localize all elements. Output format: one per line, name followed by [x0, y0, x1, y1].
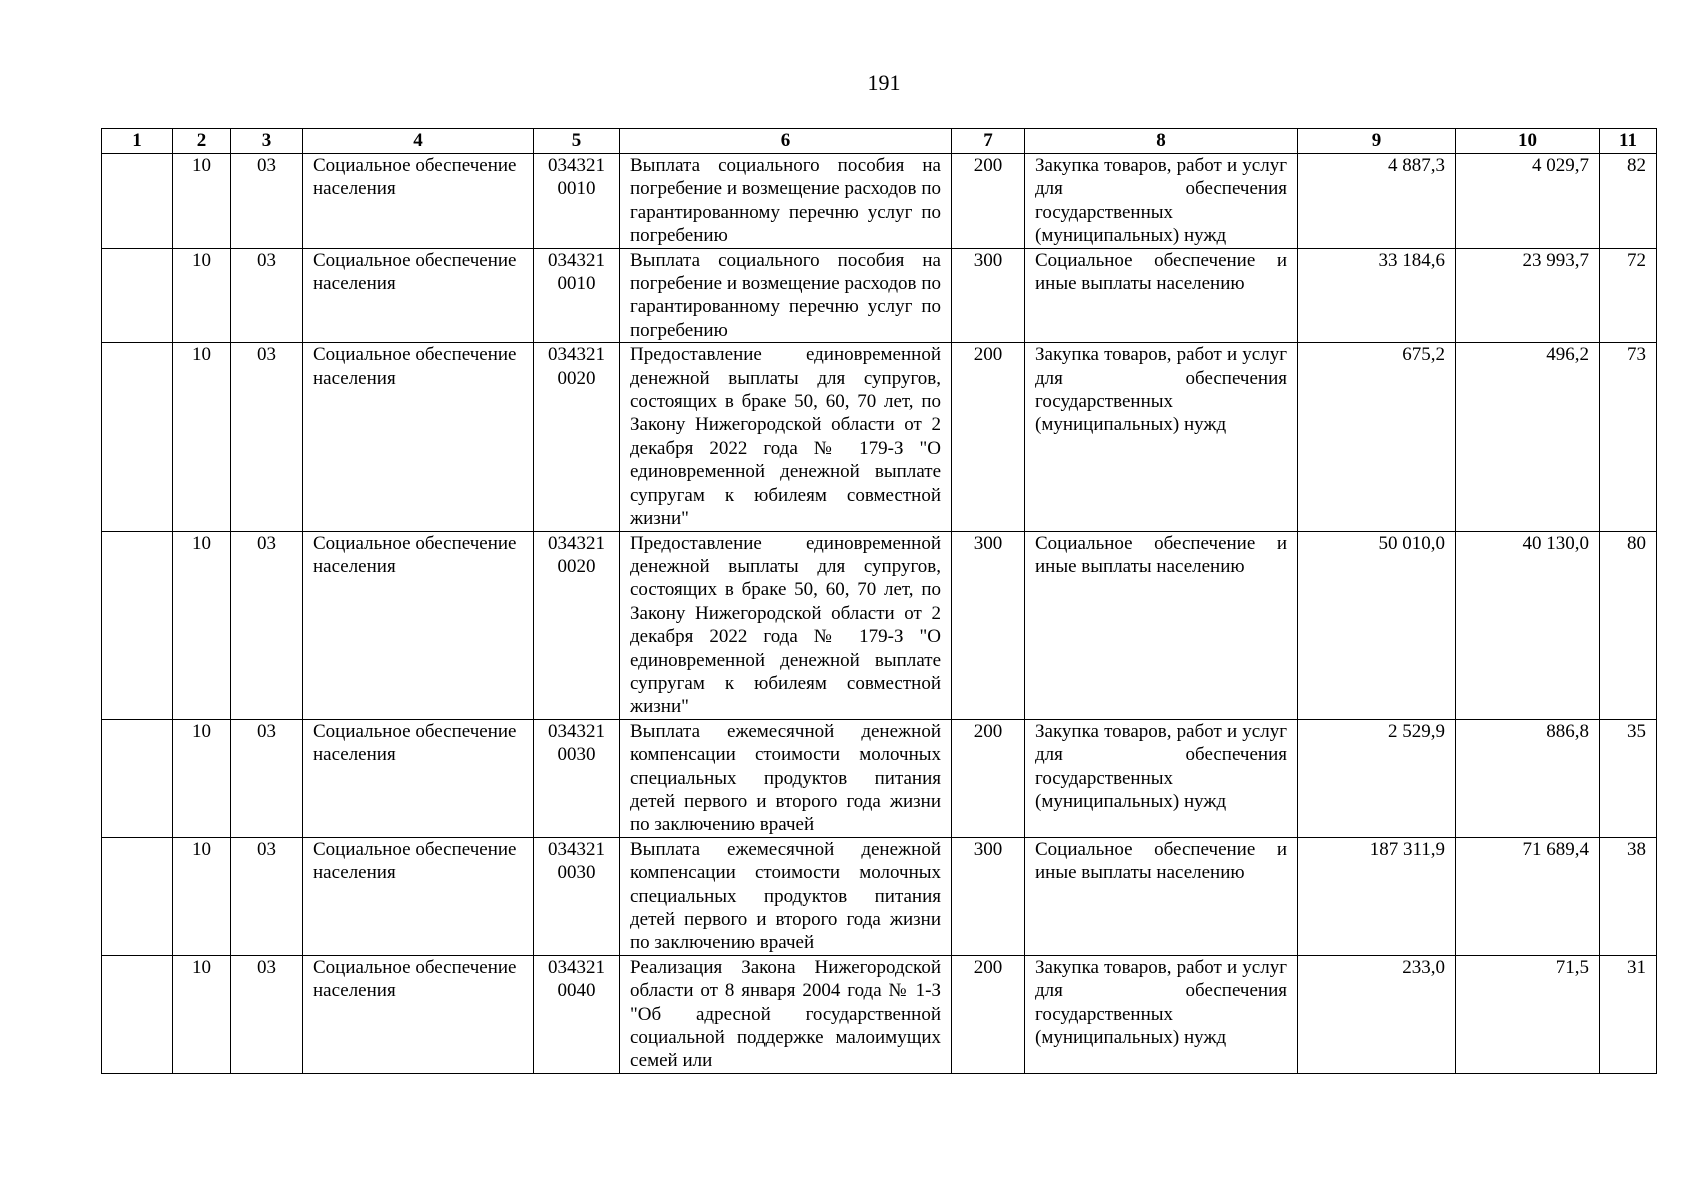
cell-col1: [102, 837, 173, 955]
table-row: [102, 955, 1657, 1073]
cell-target-code: 034321 0010: [534, 248, 620, 343]
cell-subsection: 03: [231, 343, 303, 531]
budget-table: [101, 128, 1657, 1074]
column-header: 5: [534, 129, 620, 154]
cell-percent: 82: [1600, 154, 1657, 249]
cell-expense-name: Социальное обеспечение и иные выплаты населению: [1025, 248, 1298, 343]
column-header: 1: [102, 129, 173, 154]
table-row: [102, 248, 1657, 343]
cell-target-name: Предоставление единовременной денежной выплаты для супругов, состоящих в браке 50, 60, 70 лет, по Закону Нижегородской области от 2 декабря 2022 года № 179-З "О единовременной денежной выплате супругам к юбилеям совместной жизни": [620, 531, 952, 719]
cell-section-name: Социальное обеспечение населения: [303, 248, 534, 343]
cell-target-name: Выплата социального пособия на погребение и возмещение расходов по гарантированному перечню услуг по погребению: [620, 154, 952, 249]
cell-target-code: 034321 0020: [534, 343, 620, 531]
cell-col1: [102, 343, 173, 531]
cell-percent: 80: [1600, 531, 1657, 719]
cell-section-name: Социальное обеспечение населения: [303, 531, 534, 719]
cell-expense-type: 200: [952, 955, 1025, 1073]
table-row: [102, 343, 1657, 531]
cell-col1: [102, 531, 173, 719]
cell-value-9: 187 311,9: [1298, 837, 1456, 955]
cell-target-name: Выплата ежемесячной денежной компенсации стоимости молочных специальных продуктов питания детей первого и второго года жизни по заключению врачей: [620, 837, 952, 955]
cell-expense-name: Социальное обеспечение и иные выплаты населению: [1025, 531, 1298, 719]
cell-value-9: 50 010,0: [1298, 531, 1456, 719]
header-row: [102, 129, 1657, 154]
cell-target-code: 034321 0040: [534, 955, 620, 1073]
cell-value-9: 2 529,9: [1298, 719, 1456, 837]
cell-expense-type: 300: [952, 248, 1025, 343]
table-row: [102, 837, 1657, 955]
cell-expense-type: 200: [952, 719, 1025, 837]
cell-target-code: 034321 0030: [534, 719, 620, 837]
cell-subsection: 03: [231, 154, 303, 249]
cell-target-code: 034321 0010: [534, 154, 620, 249]
column-header: 11: [1600, 129, 1657, 154]
cell-section: 10: [173, 343, 231, 531]
cell-expense-name: Закупка товаров, работ и услуг для обеспечения государственных (муниципальных) нужд: [1025, 719, 1298, 837]
cell-value-10: 71,5: [1456, 955, 1600, 1073]
table-row: [102, 719, 1657, 837]
column-header: 4: [303, 129, 534, 154]
cell-percent: 38: [1600, 837, 1657, 955]
cell-expense-name: Закупка товаров, работ и услуг для обеспечения государственных (муниципальных) нужд: [1025, 343, 1298, 531]
cell-expense-name: Социальное обеспечение и иные выплаты населению: [1025, 837, 1298, 955]
cell-section-name: Социальное обеспечение населения: [303, 343, 534, 531]
cell-subsection: 03: [231, 719, 303, 837]
cell-value-10: 496,2: [1456, 343, 1600, 531]
table-row: [102, 154, 1657, 249]
cell-section: 10: [173, 248, 231, 343]
cell-section: 10: [173, 955, 231, 1073]
cell-col1: [102, 955, 173, 1073]
page-number: 191: [867, 70, 901, 95]
cell-target-code: 034321 0020: [534, 531, 620, 719]
cell-value-9: 675,2: [1298, 343, 1456, 531]
cell-value-9: 33 184,6: [1298, 248, 1456, 343]
cell-col1: [102, 719, 173, 837]
cell-expense-type: 200: [952, 154, 1025, 249]
column-header: 7: [952, 129, 1025, 154]
column-header: 2: [173, 129, 231, 154]
cell-col1: [102, 248, 173, 343]
cell-section-name: Социальное обеспечение населения: [303, 955, 534, 1073]
cell-value-10: 23 993,7: [1456, 248, 1600, 343]
cell-percent: 31: [1600, 955, 1657, 1073]
column-header: 10: [1456, 129, 1600, 154]
column-header: 3: [231, 129, 303, 154]
cell-value-10: 4 029,7: [1456, 154, 1600, 249]
cell-value-10: 40 130,0: [1456, 531, 1600, 719]
cell-col1: [102, 154, 173, 249]
cell-target-name: Выплата социального пособия на погребение и возмещение расходов по гарантированному перечню услуг по погребению: [620, 248, 952, 343]
cell-value-10: 71 689,4: [1456, 837, 1600, 955]
cell-expense-name: Закупка товаров, работ и услуг для обеспечения государственных (муниципальных) нужд: [1025, 955, 1298, 1073]
cell-expense-name: Закупка товаров, работ и услуг для обеспечения государственных (муниципальных) нужд: [1025, 154, 1298, 249]
cell-value-9: 233,0: [1298, 955, 1456, 1073]
cell-section-name: Социальное обеспечение населения: [303, 154, 534, 249]
cell-section: 10: [173, 531, 231, 719]
column-header: 9: [1298, 129, 1456, 154]
cell-percent: 73: [1600, 343, 1657, 531]
cell-target-code: 034321 0030: [534, 837, 620, 955]
cell-section-name: Социальное обеспечение населения: [303, 719, 534, 837]
cell-expense-type: 300: [952, 531, 1025, 719]
column-header: 8: [1025, 129, 1298, 154]
cell-subsection: 03: [231, 248, 303, 343]
cell-section-name: Социальное обеспечение населения: [303, 837, 534, 955]
cell-percent: 35: [1600, 719, 1657, 837]
cell-value-9: 4 887,3: [1298, 154, 1456, 249]
cell-section: 10: [173, 837, 231, 955]
cell-value-10: 886,8: [1456, 719, 1600, 837]
cell-expense-type: 300: [952, 837, 1025, 955]
cell-percent: 72: [1600, 248, 1657, 343]
cell-subsection: 03: [231, 531, 303, 719]
cell-target-name: Реализация Закона Нижегородской области от 8 января 2004 года № 1-З "Об адресной государственной социальной поддержке малоимущих семей или: [620, 955, 952, 1073]
cell-target-name: Предоставление единовременной денежной выплаты для супругов, состоящих в браке 50, 60, 70 лет, по Закону Нижегородской области от 2 декабря 2022 года № 179-З "О единовременной денежной выплате супругам к юбилеям совместной жизни": [620, 343, 952, 531]
table-row: [102, 531, 1657, 719]
cell-subsection: 03: [231, 955, 303, 1073]
cell-section: 10: [173, 154, 231, 249]
cell-target-name: Выплата ежемесячной денежной компенсации стоимости молочных специальных продуктов питания детей первого и второго года жизни по заключению врачей: [620, 719, 952, 837]
cell-subsection: 03: [231, 837, 303, 955]
cell-expense-type: 200: [952, 343, 1025, 531]
cell-section: 10: [173, 719, 231, 837]
column-header: 6: [620, 129, 952, 154]
